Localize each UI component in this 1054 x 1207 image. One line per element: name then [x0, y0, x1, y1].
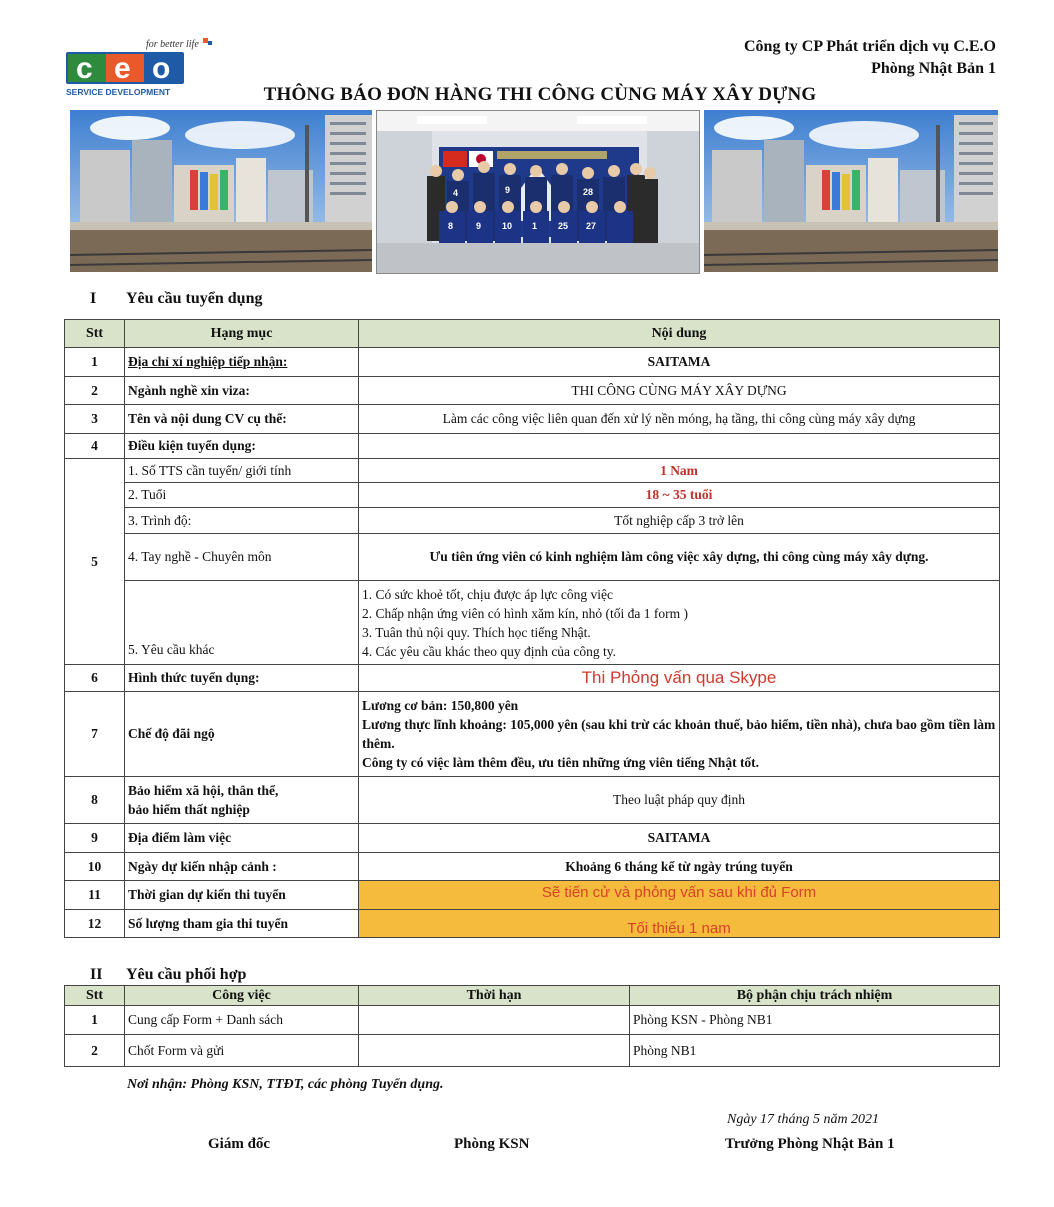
document-title: THÔNG BÁO ĐƠN HÀNG THI CÔNG CÙNG MÁY XÂY DỰNG: [263, 84, 817, 105]
row-stt: 9: [65, 824, 125, 853]
row-stt: 6: [65, 665, 125, 692]
table-row: [65, 581, 1000, 665]
table-row: [65, 434, 1000, 459]
row-stt: 10: [65, 853, 125, 881]
row-task: Chốt Form và gửi: [125, 1035, 359, 1067]
jersey-number: 28: [583, 187, 594, 197]
row-label: Tên và nội dung CV cụ thể:: [125, 405, 359, 434]
section-2-number: II: [90, 966, 103, 983]
row-value: Tối thiểu 1 nam: [359, 910, 1000, 938]
header-owner: Bộ phận chịu trách nhiệm: [630, 986, 1000, 1006]
row-stt: 7: [65, 692, 125, 777]
signature-director: Giám đốc: [208, 1136, 271, 1152]
row-stt: 2: [65, 1035, 125, 1067]
city-construction-photo-left: [70, 110, 372, 272]
requirement-line: 1. Có sức khoẻ tốt, chịu được áp lực công việc: [362, 586, 614, 602]
recipients-note: Nơi nhận: Phòng KSN, TTĐT, các phòng Tuyển dụng.: [127, 1077, 444, 1092]
header-stt: Stt: [65, 320, 125, 348]
requirement-line: 3. Tuân thủ nội quy. Thích học tiếng Nhật.: [362, 624, 591, 640]
table-row: [65, 405, 1000, 434]
section-1-title: Yêu cầu tuyển dụng: [126, 290, 263, 307]
jersey-number: 4: [453, 188, 459, 198]
row-label: Hình thức tuyển dụng:: [125, 665, 359, 692]
row-value: [359, 581, 1000, 665]
header-item: Hạng mục: [125, 320, 359, 348]
row-label: Chế độ đãi ngộ: [125, 692, 359, 777]
document-date: Ngày 17 tháng 5 năm 2021: [727, 1112, 880, 1127]
svg-text:c: c: [76, 52, 93, 85]
svg-text:o: o: [152, 52, 171, 85]
jersey-number: 25: [558, 221, 569, 231]
jersey-number: 1: [532, 221, 538, 231]
table-header-row: [65, 320, 1000, 348]
row-stt: 11: [65, 881, 125, 910]
row-value: [359, 434, 1000, 459]
row-label: 5. Yêu cầu khác: [125, 581, 359, 665]
table-row: [65, 377, 1000, 405]
row-label: 2. Tuổi: [125, 483, 359, 508]
row-value: Tốt nghiệp cấp 3 trở lên: [359, 508, 1000, 534]
table-row: [65, 348, 1000, 377]
header-content: Nội dung: [359, 320, 1000, 348]
signature-head: Trưởng Phòng Nhật Bản 1: [725, 1136, 895, 1152]
row-label: Địa chỉ xí nghiệp tiếp nhận:: [125, 348, 359, 377]
row-label: Địa điểm làm việc: [125, 824, 359, 853]
benefit-line: Lương cơ bản: 150,800 yên: [362, 698, 519, 713]
row-stt: 1: [65, 1006, 125, 1035]
row-value: 18 ~ 35 tuổi: [359, 483, 1000, 508]
table-row: [65, 665, 1000, 692]
header-task: Công việc: [125, 986, 359, 1006]
table-row: [65, 692, 1000, 777]
row-value: SAITAMA: [359, 348, 1000, 377]
row-value: THI CÔNG CÙNG MÁY XÂY DỰNG: [359, 377, 1000, 405]
table-row: [65, 881, 1000, 910]
row-stt: 1: [65, 348, 125, 377]
jersey-number: 9: [476, 221, 482, 231]
row-label: Ngành nghề xin viza:: [125, 377, 359, 405]
row-label-line: Bảo hiểm xã hội, thân thể,: [128, 783, 279, 798]
row-value: Sẽ tiến cử và phỏng vấn sau khi đủ Form: [359, 881, 1000, 910]
row-deadline: [359, 1035, 630, 1067]
table-row: [65, 910, 1000, 938]
recruitment-table: [64, 319, 1000, 938]
row-label: Điều kiện tuyển dụng:: [125, 434, 359, 459]
table-row: [65, 1035, 1000, 1067]
row-value: Thi Phỏng vấn qua Skype: [359, 665, 1000, 692]
row-label: Ngày dự kiến nhập cảnh :: [125, 853, 359, 881]
section-1-heading: [90, 290, 262, 308]
row-stt: 5: [65, 459, 125, 665]
row-value: [359, 692, 1000, 777]
row-value: Làm các công việc liên quan đến xử lý nền móng, hạ tầng, thi công cùng máy xây dựng: [359, 405, 1000, 434]
requirement-line: 4. Các yêu cầu khác theo quy định của công ty.: [362, 643, 617, 659]
table-row: [65, 534, 1000, 581]
company-name: Công ty CP Phát triển dịch vụ C.E.O: [743, 38, 996, 55]
table-row: [65, 459, 1000, 483]
coordination-table: [64, 985, 1000, 1067]
row-value: Theo luật pháp quy định: [359, 777, 1000, 824]
row-stt: 3: [65, 405, 125, 434]
signature-ksn: Phòng KSN: [454, 1136, 530, 1152]
row-label: 3. Trình độ:: [125, 508, 359, 534]
logo-tagline: for better life: [146, 39, 199, 50]
row-deadline: [359, 1006, 630, 1035]
table-row: [65, 1006, 1000, 1035]
table-row: [65, 508, 1000, 534]
table-header-row: [65, 986, 1000, 1006]
svg-text:e: e: [114, 52, 131, 85]
row-value: Ưu tiên ứng viên có kinh nghiệm làm công việc xây dựng, thi công cùng máy xây dựng.: [359, 534, 1000, 581]
table-row: [65, 777, 1000, 824]
photo-strip: [70, 110, 998, 274]
row-value: SAITAMA: [359, 824, 1000, 853]
company-header: [744, 36, 996, 80]
row-owner: Phòng KSN - Phòng NB1: [630, 1006, 1000, 1035]
header-deadline: Thời hạn: [359, 986, 630, 1006]
header-stt: Stt: [65, 986, 125, 1006]
table-row: [65, 824, 1000, 853]
row-label-line: bảo hiểm thất nghiệp: [128, 802, 250, 817]
jersey-number: 9: [505, 185, 511, 195]
jersey-number: 8: [448, 221, 454, 231]
row-value: 1 Nam: [359, 459, 1000, 483]
row-label: Thời gian dự kiến thi tuyển: [125, 881, 359, 910]
section-1-number: I: [90, 290, 97, 307]
company-department: Phòng Nhật Bản 1: [871, 60, 996, 77]
row-label: 1. Số TTS cần tuyển/ giới tính: [125, 459, 359, 483]
row-label: Số lượng tham gia thi tuyển: [125, 910, 359, 938]
row-value: Khoảng 6 tháng kể từ ngày trúng tuyển: [359, 853, 1000, 881]
table-row: [65, 483, 1000, 508]
section-2-title: Yêu cầu phối hợp: [126, 966, 247, 983]
team-group-photo: [376, 110, 700, 274]
jersey-number: 10: [502, 221, 513, 231]
table-row: [65, 853, 1000, 881]
section-2-heading: [90, 966, 246, 984]
row-owner: Phòng NB1: [630, 1035, 1000, 1067]
jersey-number: 27: [586, 221, 597, 231]
row-label: [125, 777, 359, 824]
row-label: 4. Tay nghề - Chuyên môn: [125, 534, 359, 581]
row-stt: 4: [65, 434, 125, 459]
benefit-line: Công ty có việc làm thêm đều, ưu tiên những ứng viên tiếng Nhật tốt.: [362, 755, 760, 770]
row-stt: 12: [65, 910, 125, 938]
row-task: Cung cấp Form + Danh sách: [125, 1006, 359, 1035]
requirement-line: 2. Chấp nhận ứng viên có hình xăm kín, nhỏ (tối đa 1 form ): [362, 605, 689, 621]
logo-subtitle: SERVICE DEVELOPMENT: [66, 87, 171, 97]
benefit-line: Lương thực lĩnh khoảng: 105,000 yên (sau khi trừ các khoản thuế, bảo hiểm, tiền nhà), chưa bao gồm tiền làm thêm.: [362, 717, 996, 751]
row-stt: 8: [65, 777, 125, 824]
row-stt: 2: [65, 377, 125, 405]
city-construction-photo-right: [704, 110, 998, 272]
